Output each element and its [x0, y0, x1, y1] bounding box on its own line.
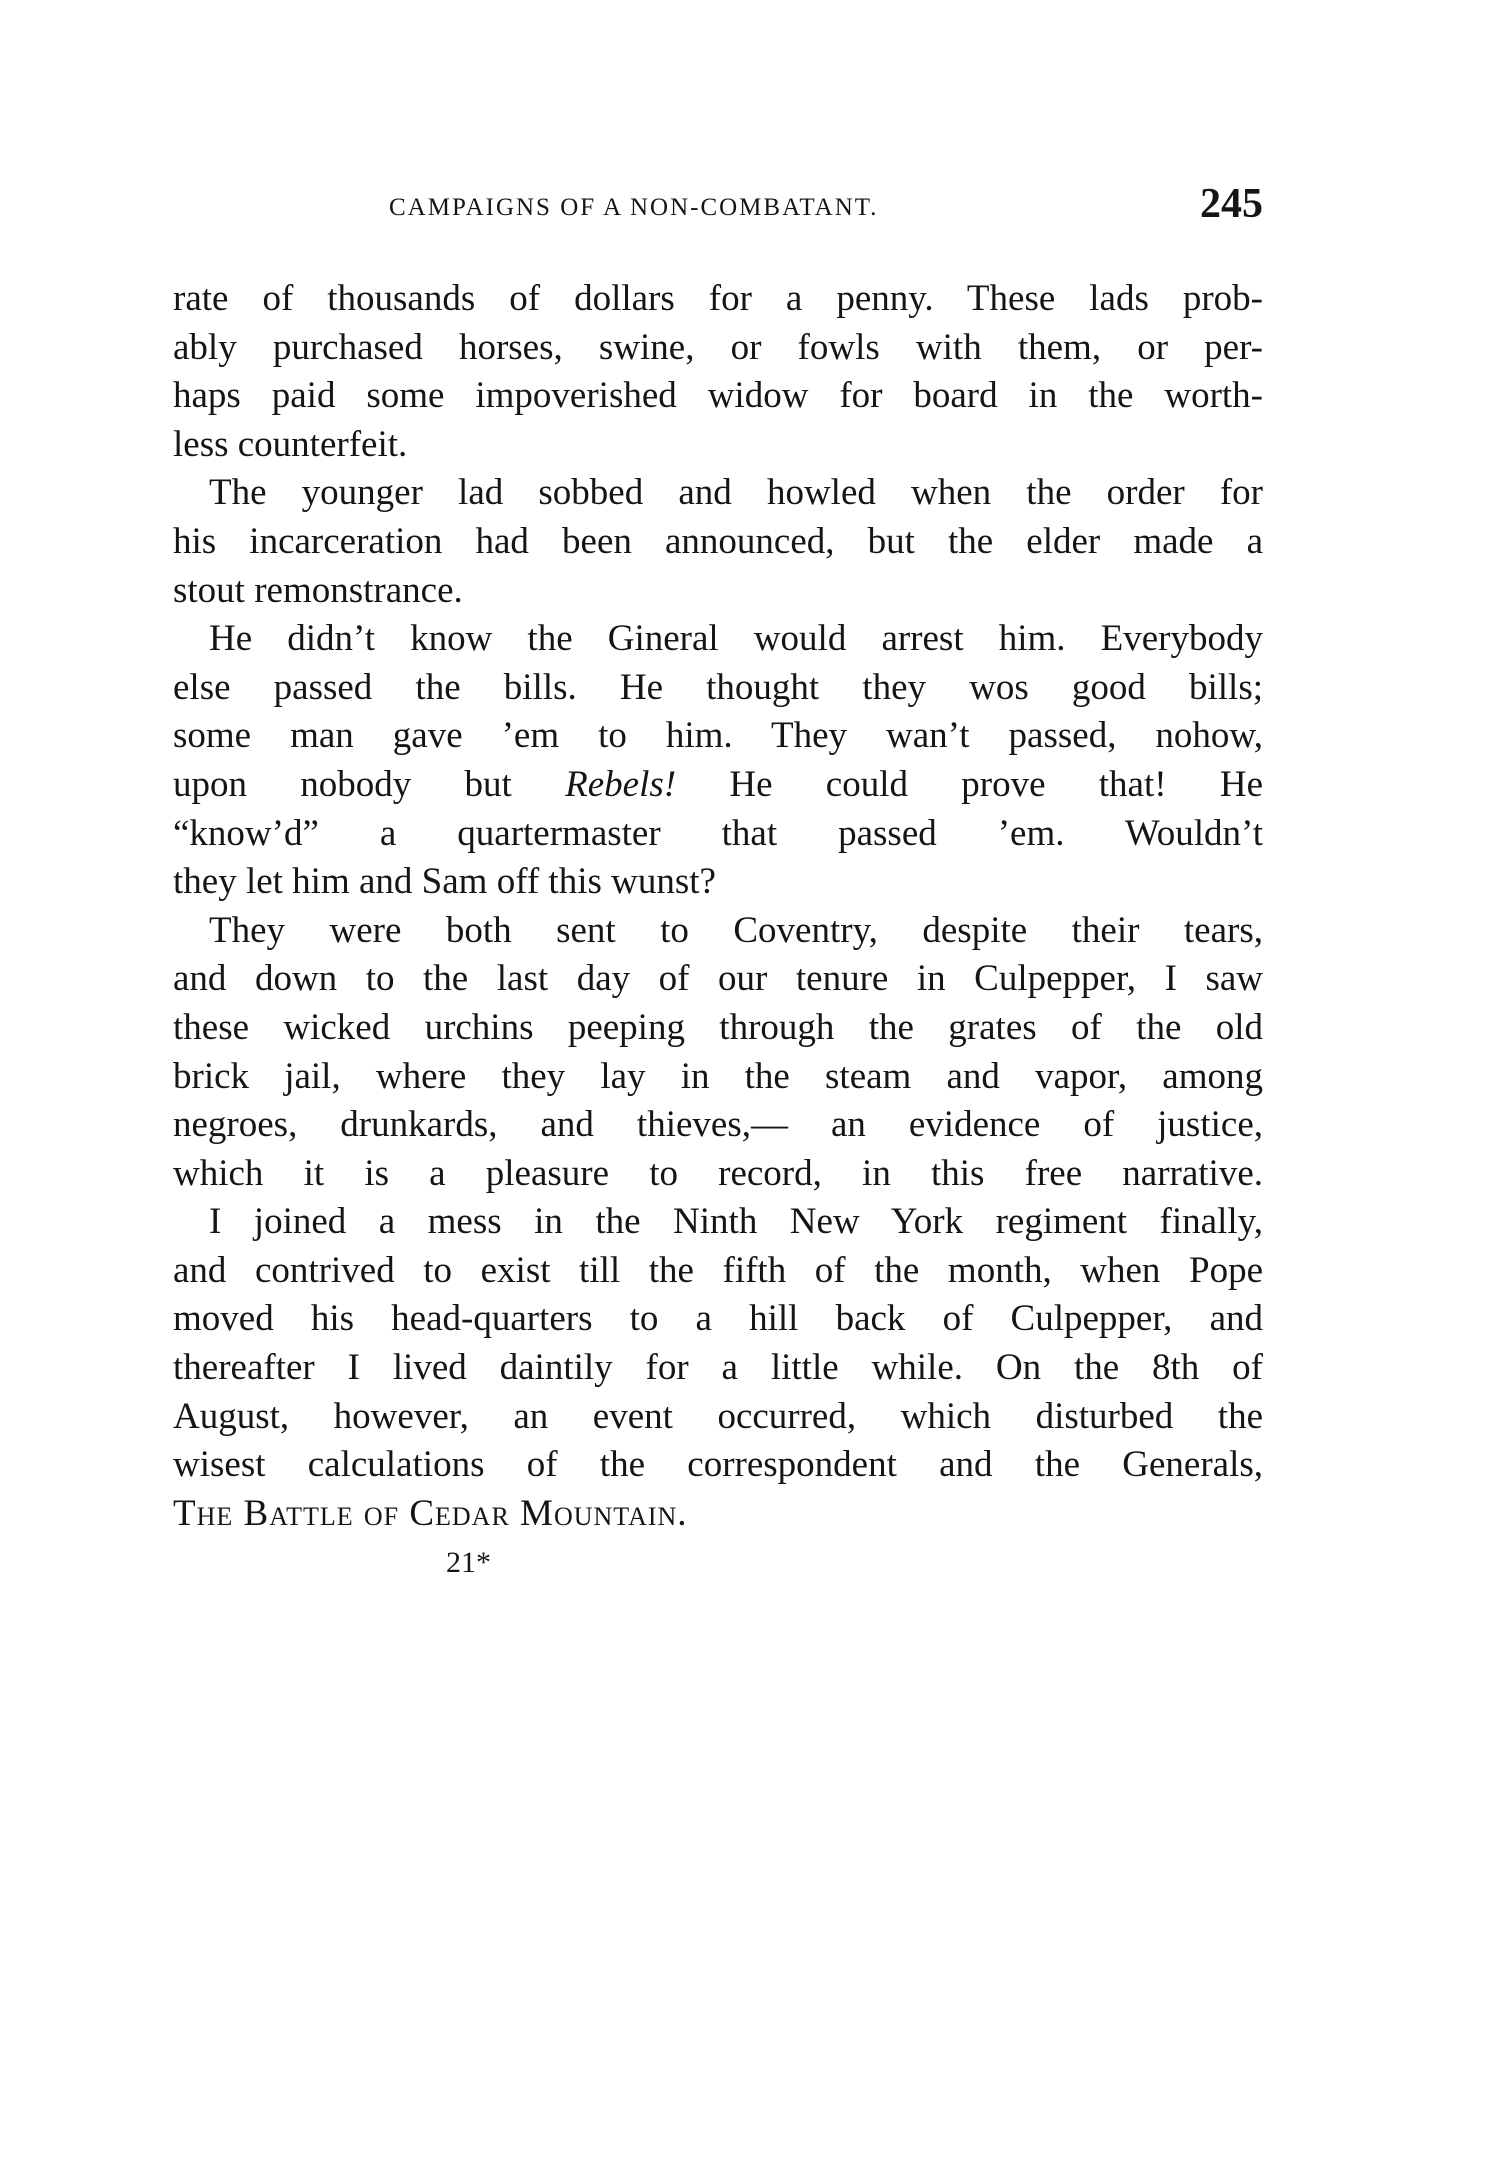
text-line: and contrived to exist till the fifth of the month, when Pope — [173, 1249, 1263, 1291]
paragraph — [173, 615, 1263, 907]
text-line: thereafter I lived daintily for a little while. On the 8th of — [173, 1347, 1263, 1389]
text-line — [173, 761, 1263, 810]
text-line: ably purchased horses, swine, or fowls with them, or per- — [173, 326, 1263, 368]
text-line: which it is a pleasure to record, in this free narrative. — [173, 1152, 1263, 1194]
text-line: rate of thousands of dollars for a penny. These lads prob- — [173, 278, 1263, 319]
text-segment: upon nobody but — [173, 763, 566, 805]
text-line: brick jail, where they lay in the steam and vapor, among — [173, 1055, 1263, 1097]
body-text — [173, 275, 1263, 1538]
text-line: I joined a mess in the Ninth New York regiment finally, — [209, 1201, 1263, 1243]
text-line: they let him and Sam off this wunst? — [173, 861, 716, 903]
page-number: 245 — [1200, 181, 1263, 227]
text-line: “know’d” a quartermaster that passed ’em. Wouldn’t — [173, 812, 1263, 854]
text-line: else passed the bills. He thought they wos good bills; — [173, 666, 1263, 708]
text-line: August, however, an event occurred, which disturbed the — [173, 1395, 1263, 1437]
text-line: and down to the last day of our tenure in Culpepper, I saw — [173, 958, 1263, 1000]
text-line: moved his head-quarters to a hill back of Culpepper, and — [173, 1298, 1263, 1340]
italic-emphasis: Rebels! — [565, 763, 677, 805]
signature-mark: 21* — [446, 1546, 491, 1579]
running-header — [173, 181, 1263, 230]
text-line: negroes, drunkards, and thieves,— an evidence of justice, — [173, 1104, 1263, 1146]
paragraph — [173, 275, 1263, 469]
text-line: some man gave ’em to him. They wan’t passed, nohow, — [173, 715, 1263, 757]
text-line: The younger lad sobbed and howled when the order for — [209, 472, 1263, 514]
text-line: less counterfeit. — [173, 423, 408, 465]
text-line: wisest calculations of the correspondent and the Generals, — [173, 1444, 1263, 1486]
text-line: stout remonstrance. — [173, 569, 463, 611]
paragraph — [173, 1198, 1263, 1538]
text-segment: He could prove that! He — [676, 763, 1263, 805]
chapter-reference: The Battle of Cedar Mountain. — [173, 1492, 688, 1534]
paragraph — [173, 469, 1263, 615]
paragraph — [173, 907, 1263, 1199]
text-line: They were both sent to Coventry, despite their tears, — [209, 909, 1263, 951]
text-line: haps paid some impoverished widow for board in the worth- — [173, 375, 1263, 417]
text-line: his incarceration had been announced, but the elder made a — [173, 520, 1263, 562]
text-line: He didn’t know the Gineral would arrest him. Everybody — [209, 618, 1263, 660]
text-line: these wicked urchins peeping through the grates of the old — [173, 1006, 1263, 1048]
running-title: CAMPAIGNS OF A NON-COMBATANT. — [389, 194, 879, 221]
